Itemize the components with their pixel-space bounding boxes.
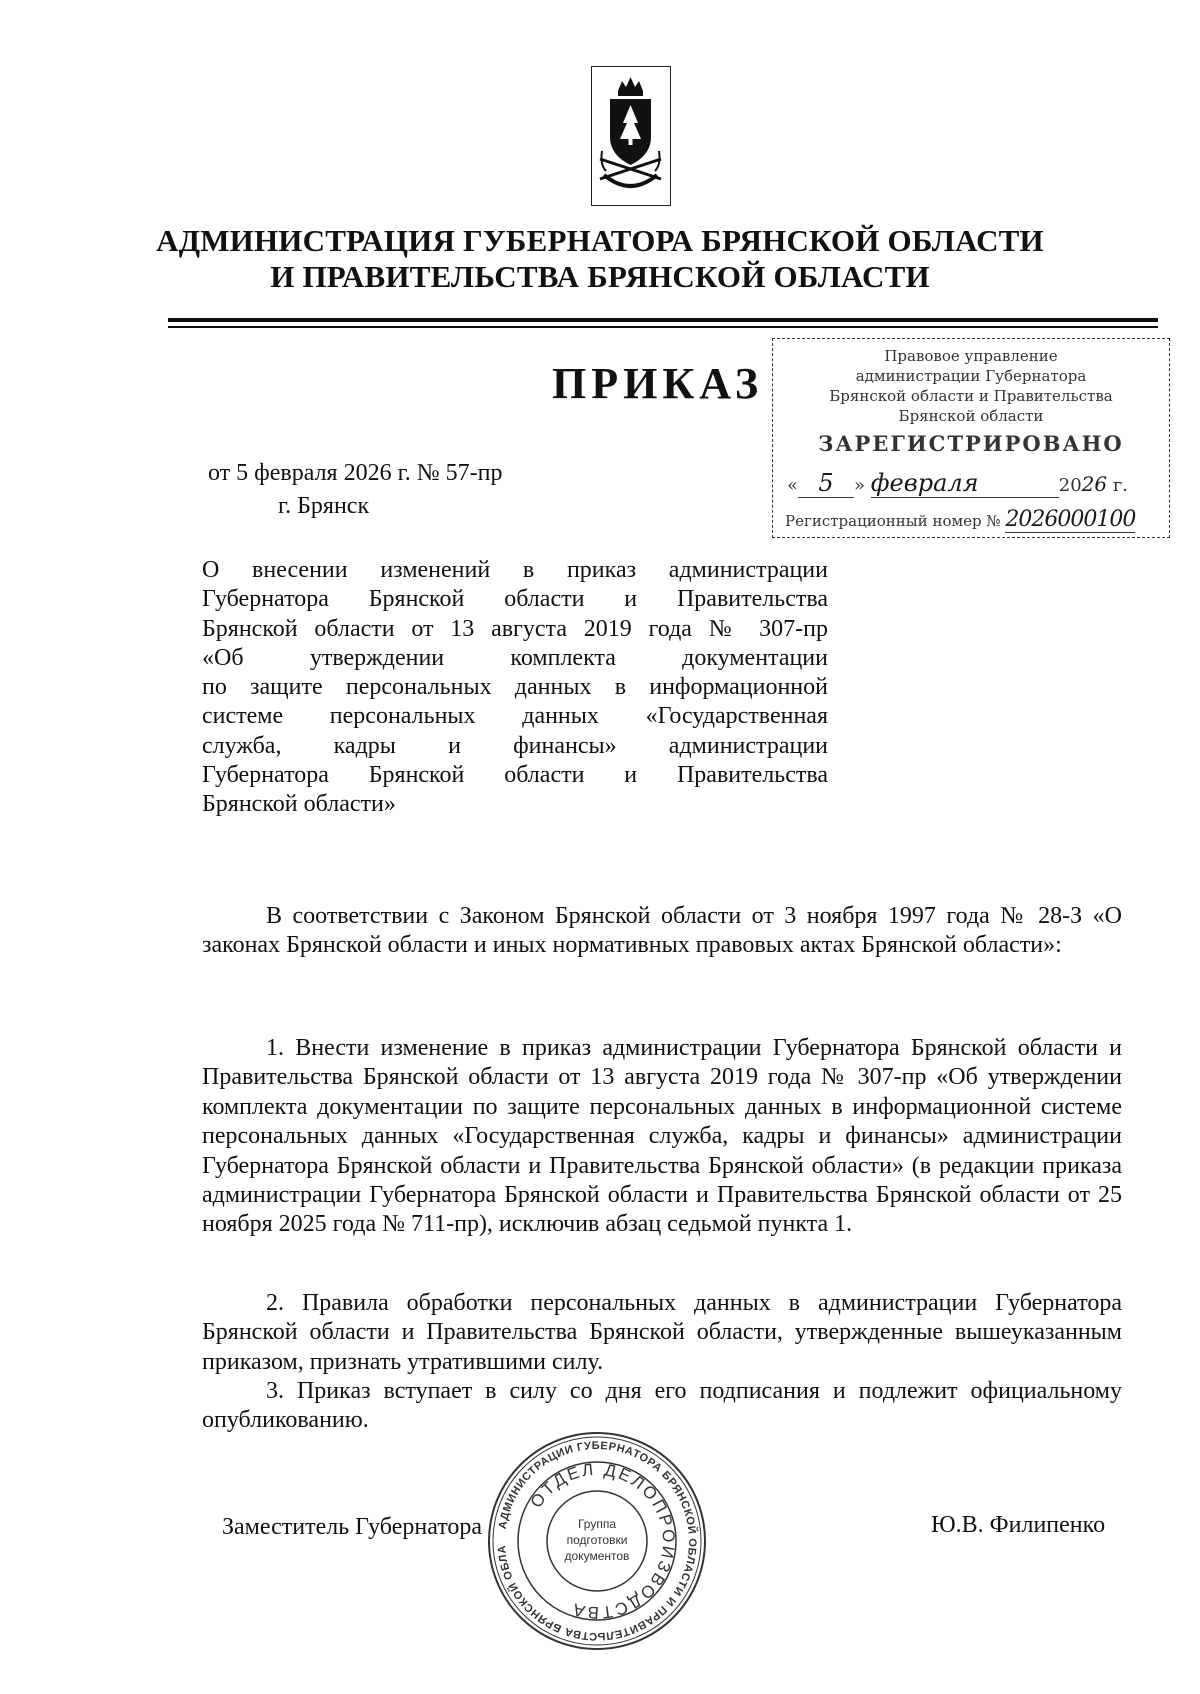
org-title: [0, 223, 1200, 295]
reg-date-year-prefix: 20: [1058, 475, 1082, 496]
subject-line: «Об утверждении комплекта документации: [202, 644, 828, 671]
subject-line: Брянской области»: [202, 791, 396, 818]
org-title-line-1: АДМИНИСТРАЦИЯ ГУБЕРНАТОРА БРЯНСКОЙ ОБЛАСТИ: [156, 223, 1044, 258]
reg-stamp-line-3: Брянской области и Правительства: [829, 387, 1113, 405]
reg-number-label: Регистрационный номер №: [785, 512, 1001, 530]
coat-of-arms-icon: [592, 67, 669, 204]
preamble-paragraph: В соответствии с Законом Брянской области от 3 ноября 1997 года № 28-З «О законах Брянской области и иных нормативных правовых актах Брянской области»:: [202, 903, 1122, 959]
seal-inner-line-3: документов: [564, 1549, 630, 1563]
subject-line: Губернатора Брянской области и Правительства: [202, 586, 828, 613]
reg-stamp-date: [787, 469, 1157, 495]
signer-position: Заместитель Губернатора: [222, 1514, 483, 1540]
reg-stamp-status: ЗАРЕГИСТРИРОВАНО: [818, 431, 1124, 456]
subject-line: Брянской области от 13 августа 2019 года № 307-пр: [202, 615, 828, 642]
reg-date-open-quote: «: [787, 475, 799, 496]
reg-stamp-line-4: Брянской области: [898, 407, 1044, 425]
seal-outer-text: АДМИНИСТРАЦИИ ГУБЕРНАТОРА БРЯНСКОЙ ОБЛАСТИ И ПРАВИТЕЛЬСТВА БРЯНСКОЙ ОБЛА: [496, 1439, 699, 1643]
seal-inner-line-1: Группа: [577, 1517, 617, 1531]
order-date-number: от 5 февраля 2026 г. № 57-пр: [208, 460, 503, 486]
reg-stamp-number-row: [785, 507, 1165, 532]
header-rule-thin: [168, 326, 1158, 328]
order-subject: [202, 556, 828, 820]
reg-number-value: 2026000100: [1005, 507, 1136, 532]
seal-icon: [484, 1430, 710, 1652]
signer-name: Ю.В. Филипенко: [931, 1512, 1106, 1538]
reg-stamp-line-1: Правовое управление: [884, 347, 1058, 365]
subject-line: системе персональных данных «Государственная: [202, 703, 828, 730]
seal-inner-line-2: подготовки: [566, 1533, 628, 1547]
order-item-1: 1. Внести изменение в приказ администрации Губернатора Брянской области и Правительства Брянской области от 13 августа 2019 года № 307-пр «Об утверждении комплекта документации по защите персональных данных в информационной системе персональных данных «Государственная служба, кадры и финансы» администрации Губернатора Брянской области и Правительства Брянской области» (в редакции приказа администрации Губернатора Брянской области и Правительства Брянской области от 25 ноября 2025 года № 711-пр), исключив абзац седьмой пункта 1.: [202, 1035, 1122, 1238]
header-rule-thick: [168, 318, 1158, 322]
order-item-2: 2. Правила обработки персональных данных в администрации Губернатора Брянской области и Правительства Брянской области, утвержденные вышеуказанным приказом, признать утратившими силу.: [202, 1290, 1122, 1375]
reg-date-year-suffix: 26: [1081, 472, 1108, 496]
department-seal: [484, 1430, 710, 1652]
org-title-line-2: И ПРАВИТЕЛЬСТВА БРЯНСКОЙ ОБЛАСТИ: [270, 259, 930, 294]
document-type-title: ПРИКАЗ: [552, 359, 764, 408]
reg-date-month: февраля: [871, 469, 1059, 498]
reg-date-year-unit: г.: [1112, 475, 1129, 496]
reg-date-close-quote: »: [854, 475, 866, 496]
subject-line: по защите персональных данных в информационной: [202, 674, 828, 701]
order-item-3: 3. Приказ вступает в силу со дня его подписания и подлежит официальному опубликованию.: [202, 1378, 1122, 1434]
registration-stamp: [772, 338, 1170, 538]
subject-line: служба, кадры и финансы» администрации: [202, 732, 828, 759]
seal-middle-text: ОТДЕЛ ДЕЛОПРОИЗВОДСТВА: [526, 1459, 679, 1623]
emblem-frame: [591, 66, 671, 206]
subject-line: Губернатора Брянской области и Правительства: [202, 762, 828, 789]
order-city: г. Брянск: [278, 493, 370, 519]
subject-line: О внесении изменений в приказ администрации: [202, 557, 828, 583]
reg-date-day: 5: [798, 469, 854, 498]
reg-stamp-line-2: администрации Губернатора: [855, 367, 1087, 385]
